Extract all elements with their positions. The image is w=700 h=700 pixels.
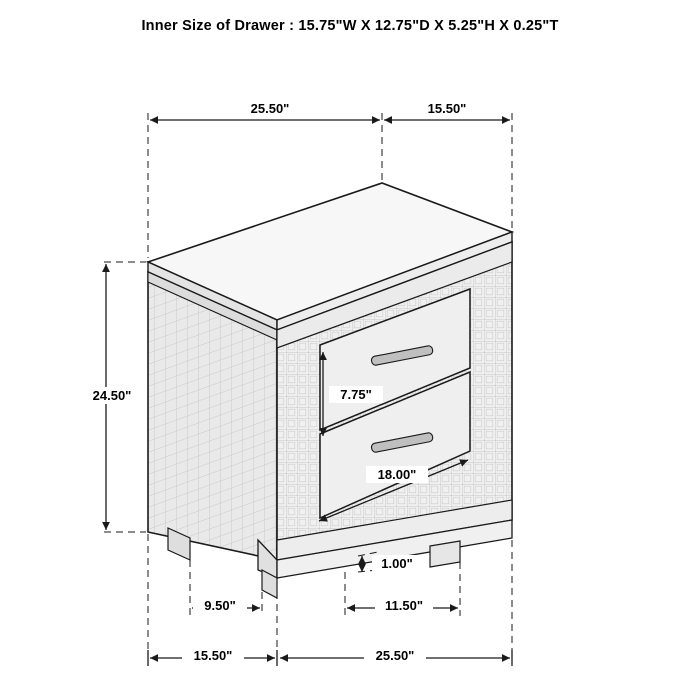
leg-front-right	[430, 541, 460, 567]
dim-base-depth: 15.50"	[193, 648, 233, 663]
page-title: Inner Size of Drawer : 15.75"W X 12.75"D X 5.25"H X 0.25"T	[141, 18, 559, 34]
dim-bottom-depth-left: 9.50"	[204, 598, 236, 613]
dim-top-right: 15.50"	[427, 101, 467, 116]
dim-height-left: 24.50"	[92, 388, 132, 403]
dim-leg-height: 1.00"	[381, 556, 413, 571]
dim-base-width: 25.50"	[375, 648, 415, 663]
dim-drawer-height: 7.75"	[340, 387, 372, 402]
dim-top-left: 25.50"	[250, 101, 290, 116]
dim-drawer-width: 18.00"	[377, 467, 417, 482]
dim-bottom-width-right: 11.50"	[385, 598, 423, 613]
